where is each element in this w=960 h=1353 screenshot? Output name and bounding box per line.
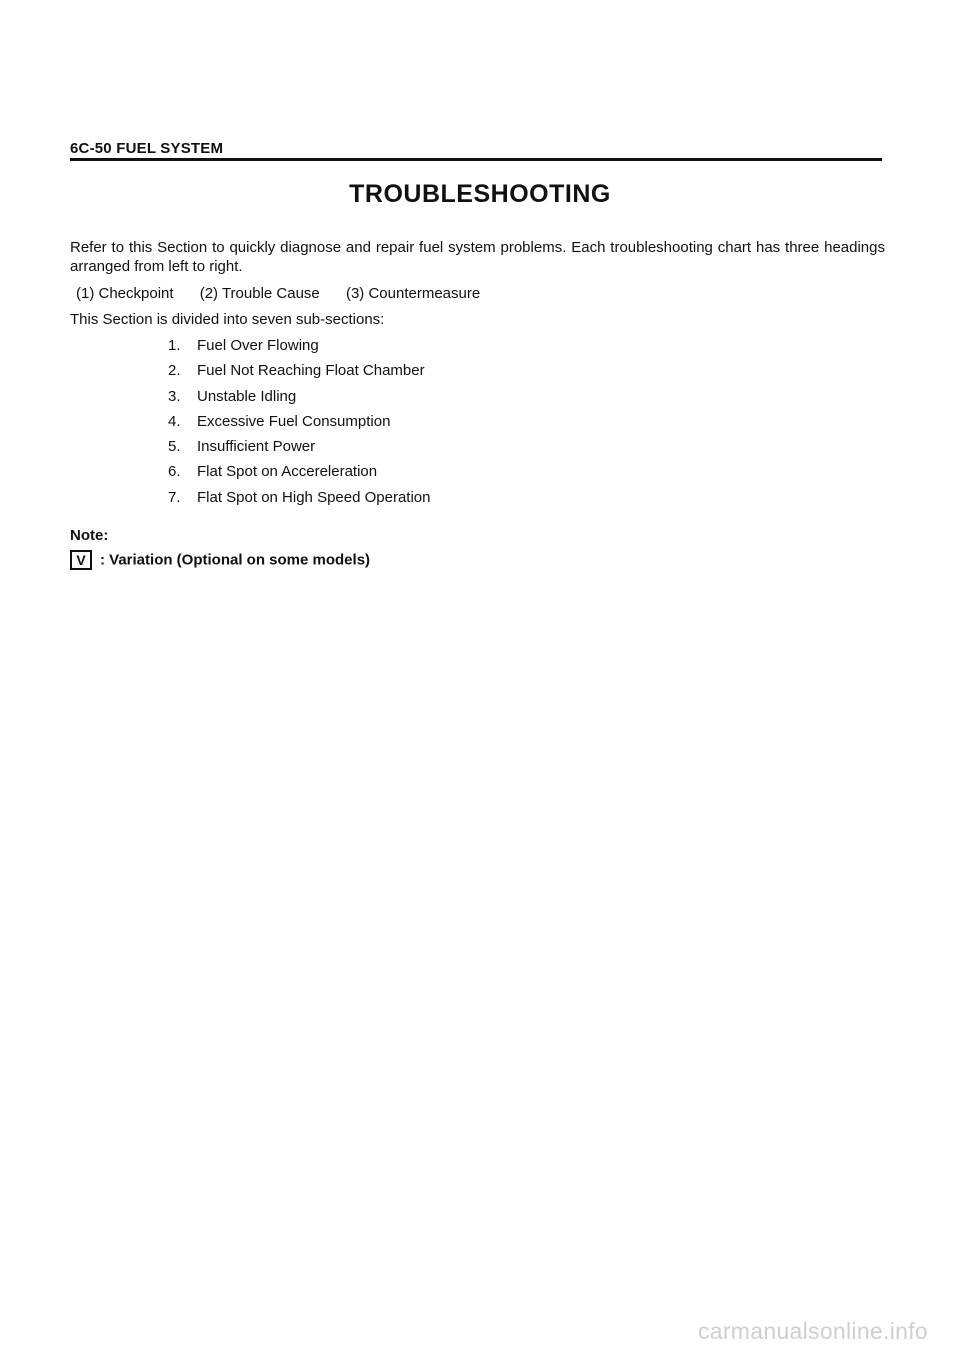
- item-label: Flat Spot on High Speed Operation: [197, 488, 431, 506]
- heading-checkpoint: (1) Checkpoint: [76, 285, 174, 302]
- list-item: [168, 487, 430, 512]
- note-text: : Variation (Optional on some models): [100, 551, 371, 569]
- variation-symbol: V: [70, 550, 92, 570]
- section-label: 6C-50 FUEL SYSTEM: [70, 140, 224, 157]
- list-item: [168, 461, 430, 486]
- list-item: [168, 436, 430, 461]
- subsection-list: [168, 335, 430, 512]
- list-item: [168, 386, 430, 411]
- item-number: 6.: [168, 463, 181, 481]
- item-label: Insufficient Power: [197, 438, 316, 456]
- heading-trouble-cause: (2) Trouble Cause: [199, 285, 320, 302]
- item-number: 4.: [168, 412, 181, 430]
- item-number: 5.: [168, 438, 181, 456]
- item-label: Excessive Fuel Consumption: [197, 412, 391, 430]
- watermark: carmanualsonline.info: [697, 1318, 928, 1344]
- page-title: TROUBLESHOOTING: [349, 180, 611, 208]
- note-line: [70, 550, 370, 572]
- list-item: [168, 335, 430, 360]
- intro-paragraph: Refer to this Section to quickly diagnose and repair fuel system problems. Each troubleshooting chart has three headings arranged from left to right.: [70, 239, 885, 275]
- list-item: [168, 411, 430, 436]
- chart-headings: [76, 285, 480, 302]
- item-number: 3.: [168, 387, 181, 405]
- item-label: Fuel Not Reaching Float Chamber: [197, 362, 425, 380]
- item-number: 7.: [168, 488, 181, 506]
- page-header: [70, 138, 882, 164]
- item-number: 2.: [168, 362, 181, 380]
- header-rule: [70, 158, 882, 161]
- item-label: Unstable Idling: [197, 387, 297, 405]
- list-item: [168, 360, 430, 385]
- subsections-intro: This Section is divided into seven sub-sections:: [70, 311, 385, 328]
- note-label: Note:: [70, 527, 109, 544]
- heading-countermeasure: (3) Countermeasure: [345, 285, 481, 302]
- item-label: Fuel Over Flowing: [197, 337, 319, 354]
- item-label: Flat Spot on Accereleration: [197, 463, 378, 481]
- item-number: 1.: [168, 337, 181, 354]
